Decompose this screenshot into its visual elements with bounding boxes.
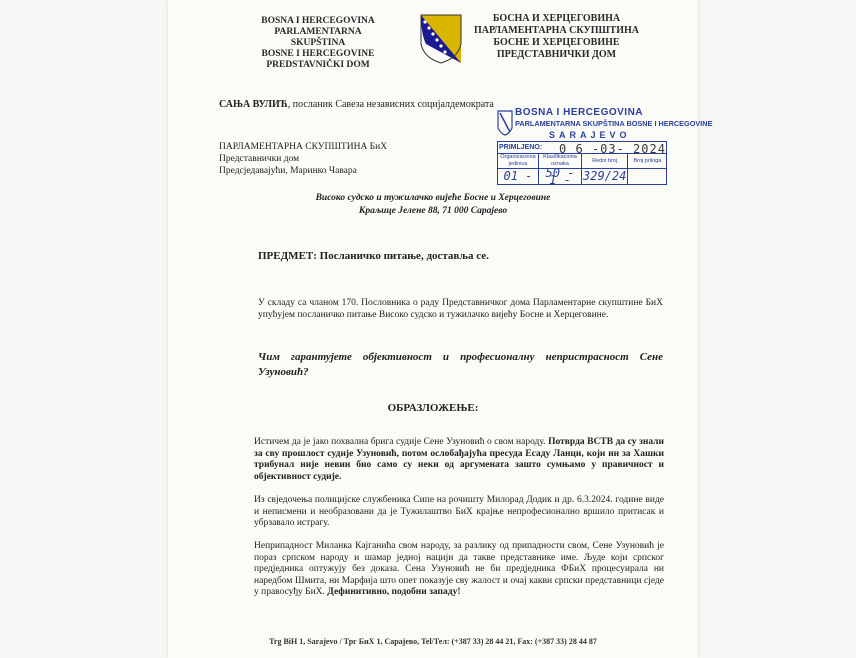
address-block: [219, 141, 387, 177]
footer-contact: Trg BiH 1, Sarajevo / Трг БиХ 1, Сарајево, Tel/Тел: (+387 33) 28 44 21, Fax: (+387 33) 28 44 87: [269, 637, 597, 646]
header-cyrillic: [474, 13, 639, 61]
intro-paragraph: У складу са чланом 170. Пословника о раду Представничког дома Парламентарне скупштине БиХ упућујем посланичко питање Високо судско и тужилачко вијећу Босне и Херцеговине.: [258, 298, 663, 320]
sender-line: [219, 99, 494, 110]
recipient-line: Краљице Јелене 88, 71 000 Сарајево: [358, 206, 508, 216]
stamp-line-3: SARAJEVO: [549, 130, 631, 140]
sender-name: САЊА ВУЛИЋ: [219, 99, 288, 110]
document-page: [168, 0, 713, 658]
header-latin-line: PREDSTAVNIČKI DOM: [266, 60, 370, 70]
address-line: ПАРЛАМЕНТАРНА СКУПШТИНА БиХ: [219, 142, 388, 152]
header-cyrillic-line: БОСНА И ХЕРЦЕГОВИНА: [492, 13, 621, 24]
registry-stamp: [491, 107, 713, 189]
subject-line: ПРЕДМЕТ: Посланичко питање, доставља се.: [258, 250, 489, 262]
stamp-col-header: Organizaciona jedinica: [498, 154, 539, 169]
reasoning-paragraph-2: Из свједочења полицијске службеника Сипе на рочишту Милорад Додик и др. 6.3.2024. године виде и неписмени и необразовани да је Тужилаштво БиХ крајње непрофесионално вршило притисак и убрзавало истрагу.: [254, 495, 664, 528]
recipient-block: [168, 192, 698, 218]
stamp-value: 01 -: [498, 169, 539, 185]
paragraph-bold-text: Потврда ВСТВ да су знали за сву прошлост судије Узуновић, потом ослобађајућа пресуда Есаду Ланци, који ни за Хашки трибунал није невин био само су неки од аргумената зашто сумњамо у правичност и објективност судије.: [254, 437, 664, 482]
header-cyrillic-line: ПРЕДСТАВНИЧКИ ДОМ: [496, 49, 617, 60]
address-line: Предсједавајући, Маринко Чавара: [219, 166, 357, 176]
stamp-received-label: PRIMLJENO:: [499, 144, 543, 151]
stamp-value: 50 - 1 -: [539, 169, 582, 185]
reasoning-heading: ОБРАЗЛОЖЕЊЕ:: [387, 402, 479, 414]
coat-of-arms-icon: [420, 14, 462, 64]
header-latin-line: PARLAMENTARNA SKUPŠTINA: [274, 27, 362, 48]
stamp-col-header: Broj priloga: [628, 154, 667, 169]
stamp-value: 329/24: [583, 169, 627, 183]
header-latin-line: BOSNE I HERCEGOVINE: [261, 49, 375, 59]
paragraph-text: Истичем да је јако похвална брига судије Сене Узуновић о свом народу.: [254, 437, 549, 447]
header-latin: [248, 16, 388, 71]
header-cyrillic-line: ПАРЛАМЕНТАРНА СКУПШТИНА: [474, 25, 639, 36]
sender-title: , посланик Савеза независних социјалдемократа: [287, 99, 494, 110]
stamp-col-header: Redni broj: [582, 154, 628, 169]
stamp-emblem-icon: [497, 110, 513, 136]
stamp-line-1: BOSNA I HERCEGOVINA: [515, 107, 644, 118]
question-text: Чим гарантујете објективност и професионалну непристрасност Сене Узуновић?: [258, 351, 663, 378]
header-latin-line: BOSNA I HERCEGOVINA: [261, 16, 375, 26]
paragraph-text: Неприпадност Миланка Кајганића свом народу, за разлику од припадности свом, Сене Узуновић је пораз српском народу и шамар једној нацији да такве представнике име. Људе који српског предједника оптужују без доказа. Сена Узуновић не би предједника ФБиХ процесуирала ни наредбом Шмита, ни Марфија што опет показује сву жалост и очај какви српски представници сједе у правосуђу БиХ.: [254, 541, 664, 597]
header-cyrillic-line: БОСНЕ И ХЕРЦЕГОВИНЕ: [493, 37, 620, 48]
stamp-col-header: Klasifikaciona oznaka: [539, 154, 582, 169]
address-line: Представнички дом: [219, 154, 300, 164]
stamp-value: [628, 169, 667, 185]
reasoning-paragraph-1: [254, 437, 664, 483]
stamp-received-date: 0 6 -03- 2024: [559, 142, 666, 156]
recipient-line: Високо судско и тужилачко вијеће Босне и Херцеговине: [315, 193, 551, 203]
stamp-line-2: PARLAMENTARNA SKUPŠTINA BOSNE I HERCEGOVINE: [515, 119, 713, 128]
paragraph-bold-text: Дефинитивно, подобни западу!: [327, 587, 461, 597]
reasoning-paragraph-3: [254, 541, 664, 599]
